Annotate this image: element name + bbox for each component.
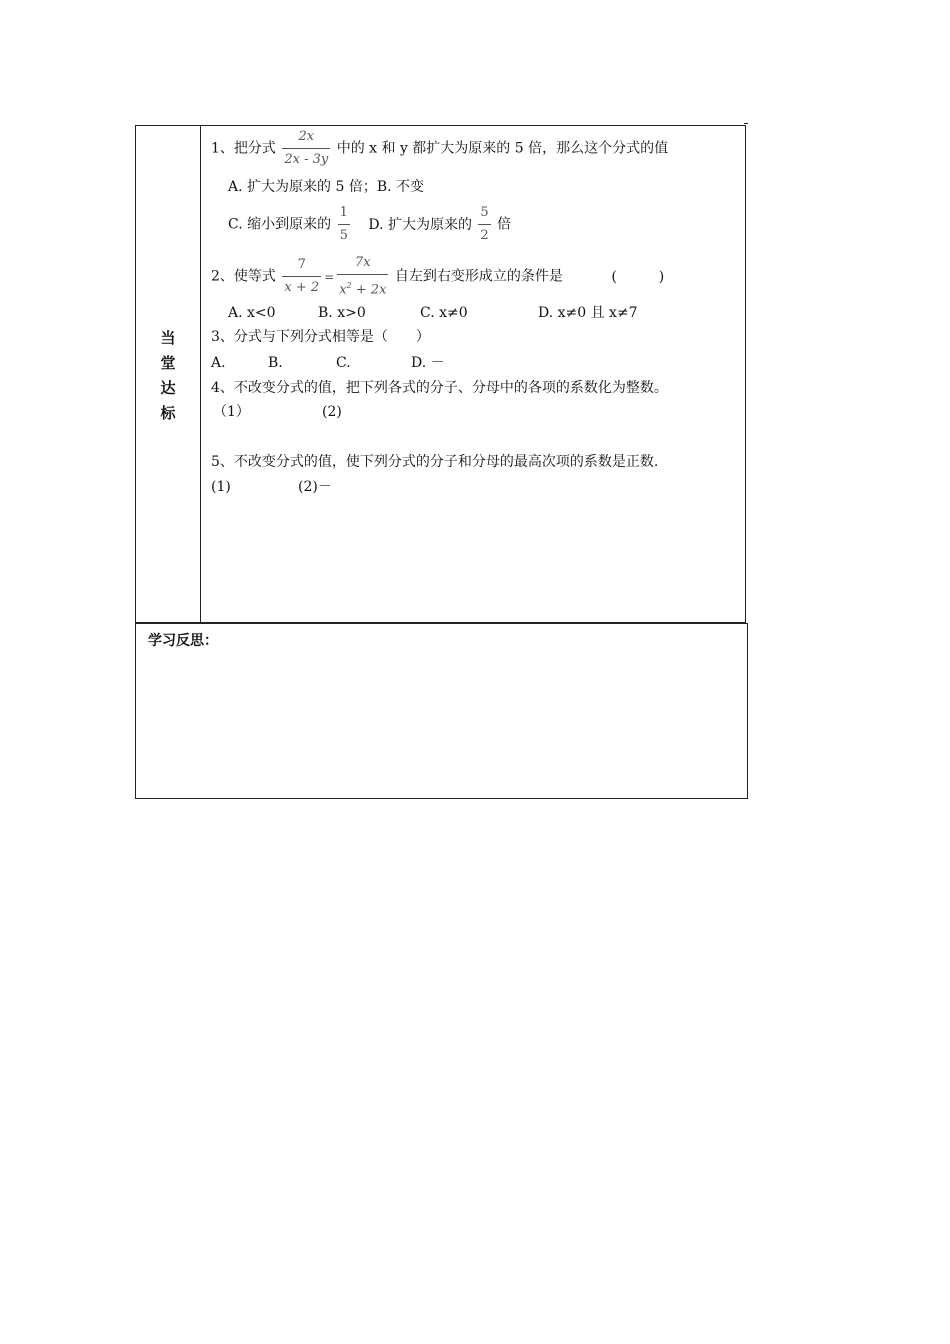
- table-corner-mark: [744, 123, 748, 124]
- den-term: x: [339, 282, 347, 298]
- exponent: 2: [346, 281, 352, 290]
- option-a: A. x<0: [228, 305, 276, 321]
- option-b: B. x>0: [318, 305, 366, 321]
- question-5-part-1: [211, 478, 231, 496]
- fraction-1-over-5: [338, 204, 350, 245]
- question-3-option-d: [411, 354, 445, 372]
- question-1-options-ab: [228, 178, 424, 196]
- section-label-char: 堂: [160, 354, 176, 372]
- option-c: C. 缩小到原来的: [228, 216, 332, 233]
- option-a: A. 扩大为原来的 5 倍；: [228, 179, 377, 195]
- option-a: A.: [211, 355, 226, 371]
- fraction-2x-over-2x-3y: [282, 128, 330, 169]
- fraction-rhs: [337, 254, 388, 299]
- question-2-options-b: [318, 304, 366, 322]
- question-2-options-a: [228, 304, 276, 322]
- fraction-numerator: 1: [339, 205, 348, 220]
- reflection-section: [135, 623, 748, 799]
- option-d: D. x≠0 且 x≠7: [538, 305, 638, 321]
- fraction-denominator: x + 2: [282, 276, 321, 297]
- part-2-label: (2): [322, 404, 342, 420]
- question-5: [211, 453, 658, 471]
- part-1-label: (1): [211, 479, 231, 495]
- option-b: B. 不变: [376, 179, 425, 195]
- question-4-text: 4、不改变分式的值，把下列各式的分子、分母中的各项的系数化为整数。: [211, 380, 668, 396]
- option-d-suffix: 倍: [497, 216, 512, 233]
- question-4-part-2: [322, 403, 342, 421]
- option-c: C.: [336, 355, 351, 371]
- option-b: B.: [268, 355, 283, 371]
- question-4-part-1: [213, 403, 250, 421]
- question-1-suffix: 中的 x 和 y 都扩大为原来的 5 倍，那么这个分式的值: [336, 140, 669, 157]
- fraction-numerator: 7: [297, 257, 306, 273]
- fraction-denominator: 2: [478, 224, 490, 245]
- fraction-denominator: 5: [338, 224, 350, 245]
- question-1-prefix: 1、把分式: [211, 140, 276, 157]
- fraction-lhs: [282, 256, 321, 297]
- question-3: [211, 328, 430, 346]
- practice-section: [135, 125, 746, 623]
- question-5-text: 5、不改变分式的值，使下列分式的分子和分母的最高次项的系数是正数.: [211, 454, 659, 470]
- option-d: D. 扩大为原来的: [368, 216, 472, 233]
- question-2-options-c: [420, 304, 468, 322]
- fraction-numerator: 5: [480, 205, 489, 220]
- reflection-label: 学习反思：: [148, 633, 218, 649]
- part-2-label: (2)－: [298, 479, 332, 495]
- section-label: [136, 326, 200, 426]
- question-2-suffix: 自左到右变形成立的条件是: [394, 268, 563, 285]
- equals-sign: =: [324, 269, 335, 284]
- question-3-option-b: [268, 354, 283, 372]
- fraction-numerator: 7x: [355, 255, 371, 270]
- fraction-5-over-2: [478, 204, 490, 245]
- question-5-part-2: [298, 478, 332, 496]
- den-term: + 2x: [351, 282, 387, 298]
- part-1-label: （1）: [213, 404, 250, 420]
- option-d: D. －: [411, 355, 445, 371]
- section-label-char: 当: [160, 329, 176, 347]
- question-2-prefix: 2、使等式: [211, 268, 276, 285]
- question-1: [211, 128, 668, 169]
- question-1-options-cd: [228, 204, 511, 245]
- question-3-options: [211, 354, 226, 372]
- fraction-denominator: 2x - 3y: [282, 148, 330, 169]
- question-4: [211, 379, 668, 397]
- section-label-char: 标: [160, 404, 176, 422]
- question-3-text: 3、分式与下列分式相等是（ ）: [211, 329, 430, 345]
- question-2: [211, 254, 664, 299]
- question-2-options-d: [538, 304, 638, 322]
- option-c: C. x≠0: [420, 305, 468, 321]
- section-label-char: 达: [160, 379, 176, 397]
- question-3-option-c: [336, 354, 351, 372]
- column-divider: [200, 126, 201, 622]
- answer-blank: ( ): [611, 268, 665, 285]
- fraction-denominator: [337, 274, 388, 299]
- fraction-numerator: 2x: [298, 129, 315, 144]
